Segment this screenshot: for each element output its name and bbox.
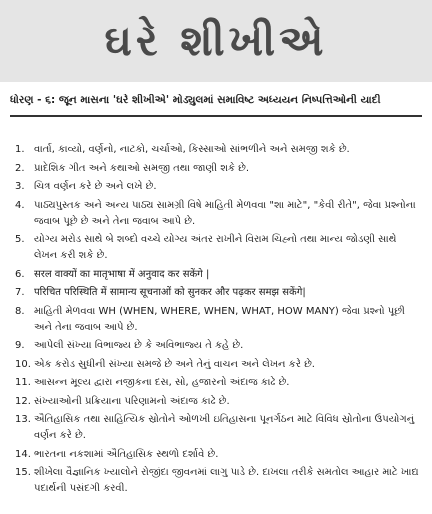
item-number: 10. (15, 358, 31, 370)
list-item (0, 285, 432, 301)
item-text: યોગ્ય મરોડ સાથે બે શબ્દો વચ્ચે યોગ્ય અંતર રાખીને વિરામ ચિહ્નો તથા માન્ય જોડણી સાથે લેખન કરી શકે છે. (34, 234, 397, 261)
item-text: પાઠ્યપુસ્તક અને અન્ય પાઠ્ય સામગ્રી વિષે માહિતી મેળવવા "શા માટે", "કેવી રીતે", જેવા પ્રશ્નોના જવાબ પૂછે છે અને તેના જવાબ આપે છે. (34, 199, 416, 227)
list-item (0, 161, 432, 177)
item-text: परिचित परिस्थिति में सामान्य सूचनाओं को सुनकर और पढ़कर समझ सकेंगे| (34, 287, 306, 298)
list-item (0, 338, 432, 354)
title-banner (0, 0, 432, 82)
list-item (0, 179, 432, 195)
item-text: ભારતના નકશામાં ઐતિહાસિક સ્થળો દર્શાવે છે. (34, 448, 219, 460)
item-text: સંખ્યાઓની પ્રક્રિયાના પરિણામનો અંદાજ કાઢે છે. (34, 395, 230, 407)
item-text: એક કરોડ સુધીની સંખ્યા સમજે છે અને તેનું વાચન અને લેખન કરે છે. (34, 358, 315, 370)
page-title: ઘરે શીખીએ (104, 16, 328, 65)
item-number: 8. (15, 305, 25, 317)
item-text: માહિતી મેળવવા WH (WHEN, WHERE, WHEN, WHAT, HOW MANY) જેવા પ્રશ્નો પૂછી અને તેના જવાબ આપે છે. (34, 305, 405, 333)
item-text: सरल वाक्यों का मातृभाषा में अनुवाद कर सकेंगे | (34, 268, 210, 280)
item-text: આસન્ન મૂલ્ય દ્વારા નજીકના દસ, સો, હજારનો અંદાજ કાઢે છે. (34, 377, 290, 388)
item-number: 3. (15, 181, 25, 192)
item-number: 13. (15, 414, 31, 425)
item-text: આપેલી સંખ્યા વિભાજ્ય છે કે અવિભાજ્ય તે કહે છે. (34, 340, 244, 351)
item-number: 2. (15, 162, 25, 174)
item-number: 1. (15, 144, 25, 155)
item-text: ઐતિહાસિક તથા સાહિત્યિક સ્રોતોને ઓળખી ઇતિહાસના પૂનર્ગઠન માટે વિવિધ સ્રોતોના ઉપયોગનું વર્ણન કરે છે. (34, 414, 415, 441)
list-item (0, 447, 432, 463)
list-item (0, 357, 432, 373)
list-item (0, 198, 432, 230)
item-number: 9. (15, 340, 25, 351)
item-text: વાર્તા, કાવ્યો, વર્ણનો, નાટકો, ચર્ચાઓ, કિસ્સાઓ સાંભળીને અને સમજી શકે છે. (34, 144, 350, 155)
list-item (0, 465, 432, 497)
item-number: 5. (15, 234, 25, 245)
item-number: 11. (15, 377, 31, 388)
document-subtitle: ધોરણ - ૬: જૂન માસના 'ઘરે શીખીએ' મોડ્યુલમાં સમાવિષ્ટ અધ્યયન નિષ્પત્તિઓની યાદી (10, 94, 381, 106)
learning-outcomes-list (0, 142, 432, 500)
subtitle-divider (10, 115, 422, 117)
list-item (0, 375, 432, 391)
item-text: ચિત્ર વર્ણન કરે છે અને લખે છે. (34, 181, 157, 192)
list-item (0, 232, 432, 264)
item-text: પ્રાદેશિક ગીત અને કથાઓ સમજી તથા જાણી શકે છે. (34, 162, 250, 174)
list-item (0, 394, 432, 410)
item-number: 7. (15, 287, 25, 298)
list-item (0, 142, 432, 158)
item-number: 4. (15, 199, 25, 211)
item-number: 6. (15, 268, 25, 280)
list-item (0, 267, 432, 283)
item-number: 14. (15, 448, 31, 460)
list-item (0, 304, 432, 336)
list-item (0, 412, 432, 444)
item-number: 15. (15, 467, 31, 478)
item-text: શીખેલા વૈજ્ઞાનિક ખ્યાલોને રોજીંદા જીવનમાં લાગુ પાડે છે. દાખલા તરીકે સમતોલ આહાર માટે ખાદ્ય પદાર્થની પસંદગી કરવી. (34, 467, 419, 494)
item-number: 12. (15, 395, 31, 407)
